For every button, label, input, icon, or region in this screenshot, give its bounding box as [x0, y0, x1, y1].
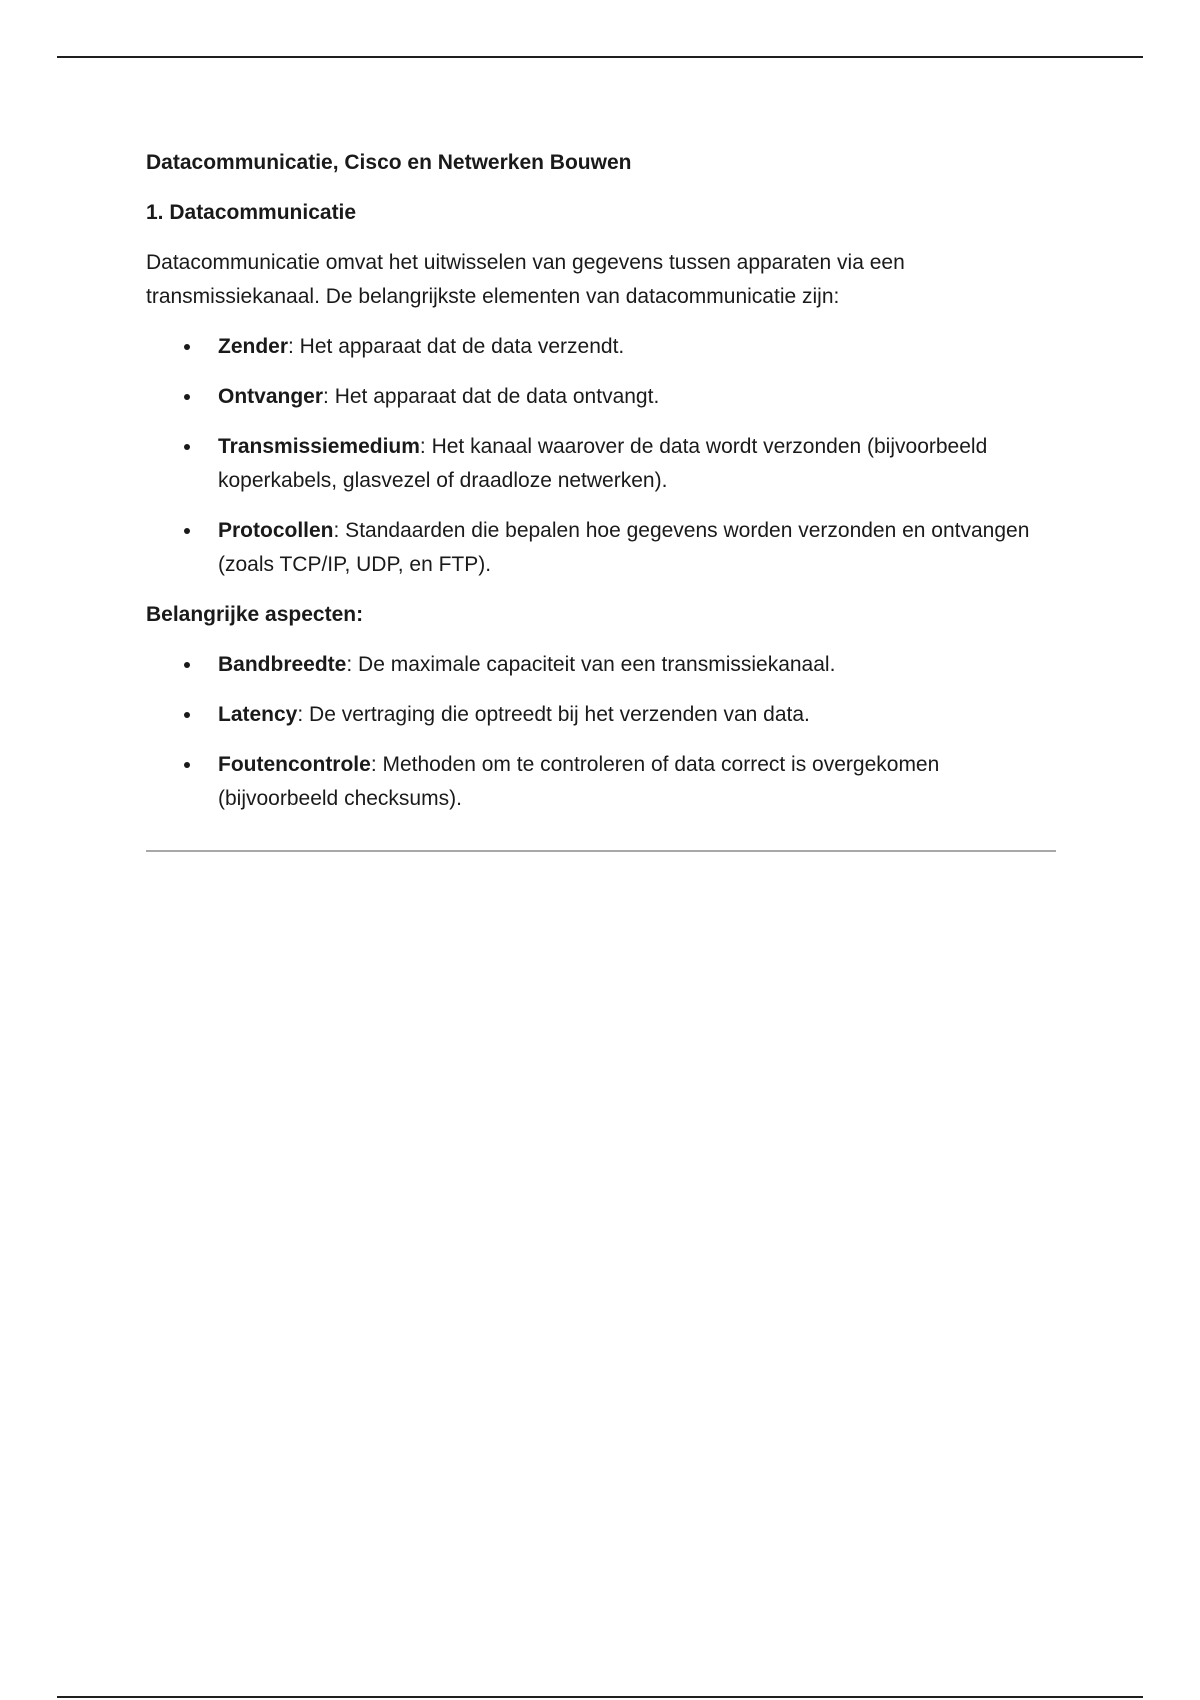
bullet-icon: [184, 762, 190, 768]
list-item-term: Transmissiemedium: [218, 435, 420, 458]
list-item-term: Latency: [218, 703, 298, 726]
section-divider: [146, 850, 1056, 852]
document-title: Datacommunicatie, Cisco en Netwerken Bouwen: [146, 151, 632, 174]
list-item: [146, 748, 1056, 816]
list-item-desc: : Methoden om te controleren of data correct is overgekomen (bijvoorbeeld checksums).: [218, 753, 940, 810]
bullet-icon: [184, 444, 190, 450]
section-heading: 1. Datacommunicatie: [146, 201, 357, 224]
elements-list: [146, 330, 1056, 582]
document-body: [146, 146, 1056, 852]
list-item-desc: : Het apparaat dat de data verzendt.: [288, 335, 625, 358]
aspects-heading: Belangrijke aspecten:: [146, 603, 364, 626]
list-item-desc: : De vertraging die optreedt bij het verzenden van data.: [297, 703, 810, 726]
bullet-icon: [184, 712, 190, 718]
list-item: [146, 430, 1056, 498]
list-item-term: Bandbreedte: [218, 653, 347, 676]
list-item-desc: : De maximale capaciteit van een transmissiekanaal.: [346, 653, 836, 676]
list-item-desc: : Het apparaat dat de data ontvangt.: [323, 385, 660, 408]
page-bottom-rule: [57, 1696, 1143, 1698]
list-item-term: Zender: [218, 335, 289, 358]
list-item: [146, 648, 1056, 682]
bullet-icon: [184, 528, 190, 534]
list-item: [146, 698, 1056, 732]
list-item-term: Foutencontrole: [218, 753, 371, 776]
bullet-icon: [184, 662, 190, 668]
section-intro: Datacommunicatie omvat het uitwisselen van gegevens tussen apparaten via een transmissiekanaal. De belangrijkste elementen van datacommunicatie zijn:: [146, 251, 905, 308]
aspects-list: [146, 648, 1056, 816]
list-item-term: Ontvanger: [218, 385, 324, 408]
bullet-icon: [184, 394, 190, 400]
list-item: [146, 330, 1056, 364]
list-item: [146, 380, 1056, 414]
page-top-rule: [57, 56, 1143, 58]
list-item: [146, 514, 1056, 582]
bullet-icon: [184, 344, 190, 350]
list-item-term: Protocollen: [218, 519, 334, 542]
list-item-desc: : Standaarden die bepalen hoe gegevens worden verzonden en ontvangen (zoals TCP/IP, UDP, en FTP).: [218, 519, 1030, 576]
list-item-desc: : Het kanaal waarover de data wordt verzonden (bijvoorbeeld koperkabels, glasvezel of draadloze netwerken).: [218, 435, 988, 492]
